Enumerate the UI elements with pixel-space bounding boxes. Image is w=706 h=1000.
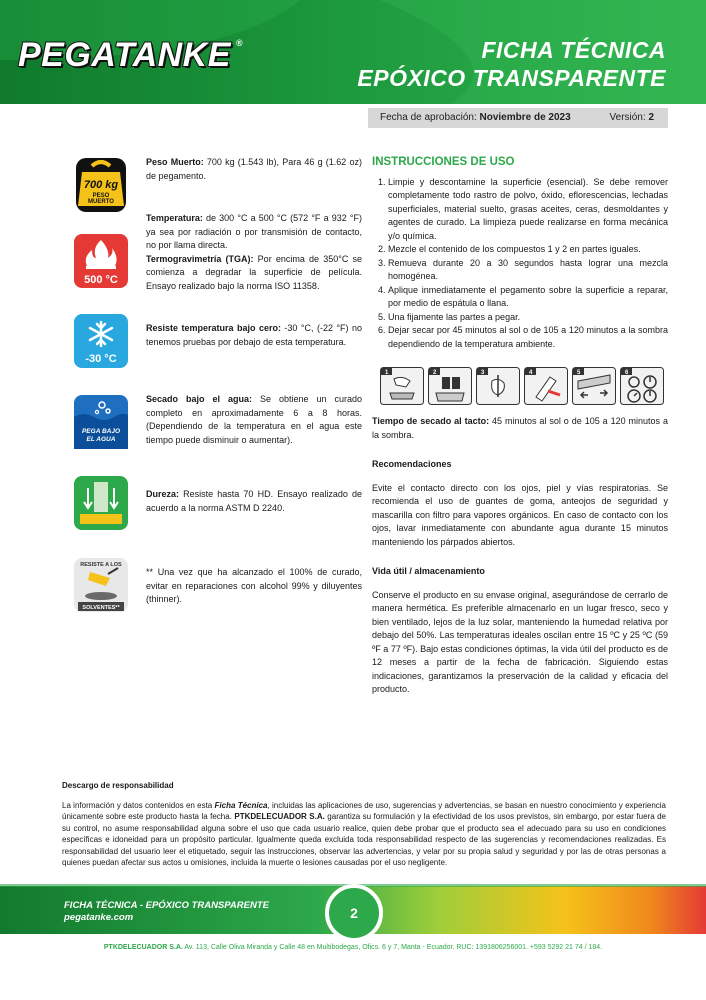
dry-sun-shade-icon: [620, 367, 664, 405]
instruction-step: 4. Aplique inmediatamente el pegamento sobre la superficie a reparar, por medio de espátula o llana.: [388, 284, 668, 311]
instruction-step: 6. Dejar secar por 45 minutos al sol o de 105 a 120 minutos a la sombra dependiendo de la temperatura ambiente.: [388, 324, 668, 351]
hardness-icon: [70, 474, 132, 532]
apply-icon: [524, 367, 568, 405]
footer-website: pegatanke.com: [64, 912, 134, 923]
disclaimer-text: [62, 800, 666, 869]
weight-icon-value: 700 kg: [83, 179, 119, 191]
touch-dry-label: Tiempo de secado al tacto:: [372, 416, 490, 426]
step-number: 1: [385, 370, 389, 376]
feature-label: Secado bajo el agua:: [146, 394, 252, 404]
feature-label: Temperatura:: [146, 213, 203, 223]
instructions-title: INSTRUCCIONES DE USO: [372, 156, 515, 168]
feature-text: [146, 156, 362, 183]
shelf-life-text: Conserve el producto en su envase original, asegurándose de cerrarlo de manera hermética. Es preferible almacenarlo en un lugar fresco, seco y bien ventilado, lejos de la luz solar, manteniendo la humedad relativa por debajo del 50%. Las temperaturas ideales oscilan entre 15 ºC y 25 ºC (59 ºF a 77 ºF). Bajo estas condiciones óptimas, la vida útil del producto es de 12 meses a partir de la fecha de fabricación. Siguiendo estas indicaciones, garantizamos la preservación de la calidad y eficacia del producto.: [372, 589, 668, 694]
instruction-step: 1. Limpie y descontamine la superficie (esencial). Se debe remover completamente todo rastro de polvo, óxido, eflorescencias, lechadas superficiales, material suelto, grasas aceites, ceras, desmoldantes y agentes de curado. La limpieza puede realizarse en forma mecánica y/o química.: [388, 176, 668, 244]
approval-label: Fecha de aprobación:: [380, 112, 480, 123]
feature-text: [146, 488, 362, 515]
step-pictograms: [380, 367, 668, 405]
feature-desc: de 300 °C a 500 °C (572 °F a 932 °F) ya sea por radiación o por transmisión de contacto, no por llama directa.: [146, 213, 362, 250]
disclaimer-part: , incluidas las aplicaciones de uso, sugerencias y advertencias, se basan en nuestro conocimiento y experiencia únicamente sobre este producto hasta la fecha.: [62, 800, 667, 821]
step-number: 3: [481, 370, 485, 376]
fire-icon: [70, 232, 132, 290]
water-icon-label2: EL AGUA: [86, 436, 116, 443]
feature-desc: Se obtiene un curado completo en aproximadamente 6 a 8 horas. (Dependiendo de la temperatura en el agua este tiempo puede disminuir o aumentar).: [146, 394, 362, 445]
touch-dry-time: [372, 415, 668, 442]
feature-label: Termogravimetría (TGA):: [146, 253, 254, 264]
disclaimer: [62, 780, 666, 869]
instruction-steps: [372, 176, 668, 352]
address-text: Av. 113, Calle Oliva Miranda y Calle 48 en Multibodegas, Ofics. 6 y 7, Manta - Ecuador. RUC: 1391806256001. +593 5292 21 74 / 184.: [182, 944, 603, 951]
stir-icon: [476, 367, 520, 405]
version: [610, 108, 654, 128]
feature-label: Peso Muerto:: [146, 157, 204, 167]
water-icon-label1: PEGA BAJO: [81, 428, 121, 435]
instructions-column: [372, 156, 668, 697]
step-number: 2: [433, 370, 437, 376]
feature-label: Dureza:: [146, 489, 180, 499]
feature-desc: ** Una vez que ha alcanzado el 100% de curado, evitar en reparaciones con alcohol 99% y diluyentes (thinner).: [146, 567, 362, 604]
step-number: 4: [529, 370, 533, 376]
feature-label: Resiste temperatura bajo cero:: [146, 323, 281, 333]
weight-icon-label1: PESO: [92, 193, 110, 199]
feature-desc: Resiste hasta 70 HD. Ensayo realizado de acuerdo a la norma ASTM D 2240.: [146, 489, 362, 513]
version-label: Versión:: [609, 112, 649, 123]
company-address: [0, 944, 706, 951]
solvent-icon: [70, 556, 132, 614]
approval-date: [380, 108, 571, 128]
water-icon: [70, 393, 132, 451]
recommendations-text: Evite el contacto directo con los ojos, piel y vías respiratorias. Se recomienda el uso de guantes de goma, anteojos de seguridad y mascarilla con filtro para vapores orgánicos. En caso de contacto con los ojos, lavar inmediatamente con abundante agua durante 15 minutos manteniendo los párpados abiertos.: [372, 482, 668, 547]
feature-desc: -30 °C, (-22 °F) no tenemos pruebas por debajo de esta temperatura.: [146, 323, 363, 347]
fire-icon-label: 500 °C: [84, 274, 118, 286]
weight-icon-label2: MUERTO: [88, 199, 114, 205]
step-number: 5: [577, 370, 581, 376]
mix-compounds-icon: [428, 367, 472, 405]
cold-icon-label: -30 °C: [85, 353, 117, 365]
step-number: 6: [625, 370, 629, 376]
doc-title-line1: FICHA TÉCNICA: [481, 37, 666, 63]
join-parts-icon: [572, 367, 616, 405]
disclaimer-bold: Ficha Técnica: [214, 800, 268, 810]
doc-title-line2: EPÓXICO TRANSPARENTE: [357, 65, 666, 91]
feature-desc: Por encima de 350°C se comienza a degradar la superficie de película. Ensayo realizado bajo la norma ISO 11358.: [146, 253, 362, 291]
clean-surface-icon: [380, 367, 424, 405]
company-name: PTKDELECUADOR S.A.: [103, 944, 183, 951]
recommendations-title: Recomendaciones: [372, 459, 452, 469]
approval-bar: [368, 108, 668, 128]
registered-mark: ®: [236, 38, 243, 48]
approval-value: Noviembre de 2023: [479, 112, 571, 123]
disclaimer-title: Descargo de responsabilidad: [62, 781, 174, 790]
touch-dry-text: 45 minutos al sol o de 105 a 120 minutos a la sombra.: [372, 416, 668, 440]
instruction-step: 5. Una fijamente las partes a pegar.: [388, 311, 668, 325]
disclaimer-company: PTKDELECUADOR S.A.: [234, 812, 325, 821]
disclaimer-part: garantiza su formulación y la efectividad de los usos previstos, sin embargo, por estar fuera de su control, no asume responsabilidad alguna sobre el uso que cada usuario realice, quien debe probar que el producto sea el adecuado para su uso en condiciones específicas e idoneidad para un propósito particular. Igualmente queda excluida toda responsabilidad respecto de las sugerencias y recomendaciones realizadas. Es responsabilidad del usuario leer el etiquetado, seguir las instrucciones, observar las advertencias, y velar por su propia salud y seguridad y por las de otras personas a quienes puedan afectar sus actos u omisiones, incluida la muerte o lesiones causadas por el uso negligente.: [62, 812, 666, 867]
instruction-step: 2. Mezcle el contenido de los compuestos 1 y 2 en partes iguales.: [388, 243, 668, 257]
brand-logo: PEGATANKE: [18, 36, 231, 74]
disclaimer-part: La información y datos contenidos en esta: [62, 800, 215, 810]
solvent-icon-label2: SOLVENTES**: [82, 605, 120, 611]
feature-text: [146, 393, 362, 447]
version-value: 2: [648, 112, 654, 123]
page-number: 2: [325, 884, 383, 942]
shelf-life-title: Vida útil / almacenamiento: [372, 566, 485, 576]
solvent-icon-label1: RESISTE A LOS: [80, 562, 122, 568]
header: [0, 0, 706, 132]
footer-title: FICHA TÉCNICA - EPÓXICO TRANSPARENTE: [64, 900, 269, 911]
feature-text: [146, 322, 362, 349]
feature-desc: 700 kg (1.543 lb), Para 46 g (1.62 oz) de pegamento.: [146, 157, 362, 181]
instruction-step: 3. Remueva durante 20 a 30 segundos hasta lograr una mezcla homogénea.: [388, 257, 668, 284]
feature-text: [146, 566, 362, 607]
snowflake-icon: [70, 312, 132, 370]
feature-text: [146, 212, 362, 293]
weight-icon: [70, 156, 132, 214]
